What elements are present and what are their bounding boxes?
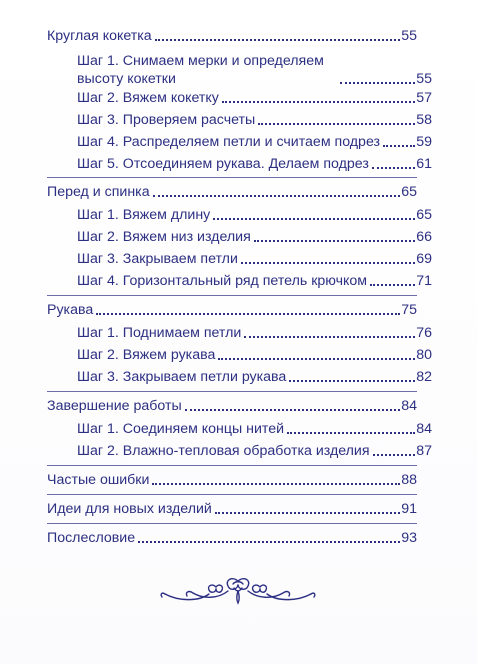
toc-entry-title: Шаг 3. Закрываем петли рукава	[77, 369, 287, 385]
toc-entry-title: Круглая кокетка	[47, 28, 152, 44]
toc-step-blocking[interactable]	[77, 443, 432, 460]
section-divider	[47, 177, 417, 178]
toc-entry-title: Шаг 1. Вяжем длину	[77, 207, 211, 223]
toc-section-round-yoke[interactable]	[47, 28, 417, 45]
toc-step-knit-yoke[interactable]	[77, 90, 432, 107]
dot-leader	[152, 483, 400, 485]
toc-entry-title: Шаг 4. Распределяем петли и считаем подрез	[77, 134, 381, 150]
dot-leader	[222, 101, 415, 103]
toc-entry-title: Шаг 3. Проверяем расчеты	[77, 112, 256, 128]
dot-leader	[241, 262, 415, 264]
toc-section-sleeves[interactable]	[47, 302, 417, 319]
toc-page-number: 55	[416, 71, 432, 87]
toc-section-afterword[interactable]	[47, 530, 417, 547]
dot-leader	[372, 167, 415, 169]
toc-page-number: 82	[416, 369, 432, 385]
toc-entry-title: Шаг 2. Влажно-тепловая обработка изделия	[77, 443, 370, 459]
toc-page-number: 76	[416, 325, 432, 341]
dot-leader	[96, 313, 400, 315]
toc-entry-title: Рукава	[47, 302, 94, 318]
dot-leader	[218, 358, 415, 360]
toc-step-crochet-row[interactable]	[77, 273, 432, 290]
toc-entry-title: Шаг 2. Вяжем кокетку	[77, 90, 219, 106]
toc-step-check-calc[interactable]	[77, 112, 432, 129]
toc-entry-title: Перед и спинка	[47, 184, 150, 200]
toc-entry-title: Шаг 1. Поднимаем петли	[77, 325, 242, 341]
toc-entry-title: Шаг 1. Соединяем концы нитей	[77, 421, 285, 437]
dot-leader	[370, 284, 415, 286]
dot-leader	[213, 218, 415, 220]
toc-entry-title: Шаг 2. Вяжем низ изделия	[77, 229, 251, 245]
toc-page-number: 88	[401, 472, 417, 488]
dot-leader	[155, 39, 401, 41]
toc-entry-title: Шаг 3. Закрываем петли	[77, 251, 238, 267]
dot-leader	[153, 195, 401, 197]
toc-entry-title: Завершение работы	[47, 398, 182, 414]
toc-section-common-mistakes[interactable]	[47, 472, 417, 489]
toc-page-number: 61	[416, 156, 432, 172]
toc-entry-title: Шаг 4. Горизонтальный ряд петель крючком	[77, 273, 368, 289]
toc-page-number: 91	[401, 501, 417, 517]
toc-step-join-ends[interactable]	[77, 421, 432, 438]
toc-step-bind-off-sleeves[interactable]	[77, 369, 432, 386]
toc-entry-title: Послесловие	[47, 530, 136, 546]
section-divider	[47, 523, 417, 524]
section-divider	[47, 391, 417, 392]
dot-leader	[185, 409, 401, 411]
toc-page-number: 87	[416, 443, 432, 459]
toc-step-measurements[interactable]	[77, 52, 432, 88]
toc-page-number: 59	[416, 134, 432, 150]
dot-leader	[138, 541, 400, 543]
toc-page-number: 93	[401, 530, 417, 546]
toc-step-pick-up-stitches[interactable]	[77, 325, 432, 342]
toc-page-number: 71	[416, 273, 432, 289]
toc-step-knit-length[interactable]	[77, 207, 432, 224]
dot-leader	[258, 123, 415, 125]
section-divider	[47, 494, 417, 495]
toc-page-number: 75	[401, 302, 417, 318]
dot-leader	[287, 432, 415, 434]
section-divider	[47, 295, 417, 296]
dot-leader	[373, 454, 416, 456]
toc-page-number: 57	[416, 90, 432, 106]
toc-step-knit-sleeves[interactable]	[77, 347, 432, 364]
floral-rose-ornament-icon	[153, 567, 323, 607]
toc-entry-title: Шаг 5. Отсоединяем рукава. Делаем подрез	[77, 156, 369, 172]
toc-section-new-ideas[interactable]	[47, 501, 417, 518]
dot-leader	[215, 512, 400, 514]
toc-entry-title: Идеи для новых изделий	[47, 501, 212, 517]
toc-page-number: 84	[416, 421, 432, 437]
dot-leader	[340, 82, 415, 84]
toc-section-finishing[interactable]	[47, 398, 417, 415]
dot-leader	[383, 145, 415, 147]
toc-step-separate-sleeves[interactable]	[77, 156, 432, 173]
toc-entry-title: Частые ошибки	[47, 472, 150, 488]
toc-entry-title: Шаг 1. Снимаем мерки и определяем высоту кокетки	[77, 53, 324, 87]
toc-page-number: 65	[416, 207, 432, 223]
dot-leader	[244, 336, 415, 338]
toc-step-knit-bottom[interactable]	[77, 229, 432, 246]
dot-leader	[289, 380, 415, 382]
toc-page-number: 65	[401, 184, 417, 200]
toc-page-number: 58	[416, 112, 432, 128]
toc-entry-title: Шаг 2. Вяжем рукава	[77, 347, 216, 363]
toc-page-number: 66	[416, 229, 432, 245]
dot-leader	[254, 240, 415, 242]
toc-page-number: 84	[401, 398, 417, 414]
toc-section-front-back[interactable]	[47, 184, 417, 201]
toc-page-number: 80	[416, 347, 432, 363]
section-divider	[47, 465, 417, 466]
toc-step-distribute-stitches[interactable]	[77, 134, 432, 151]
toc-step-bind-off[interactable]	[77, 251, 432, 268]
toc-page-number: 69	[416, 251, 432, 267]
toc-page-number: 55	[401, 28, 417, 44]
